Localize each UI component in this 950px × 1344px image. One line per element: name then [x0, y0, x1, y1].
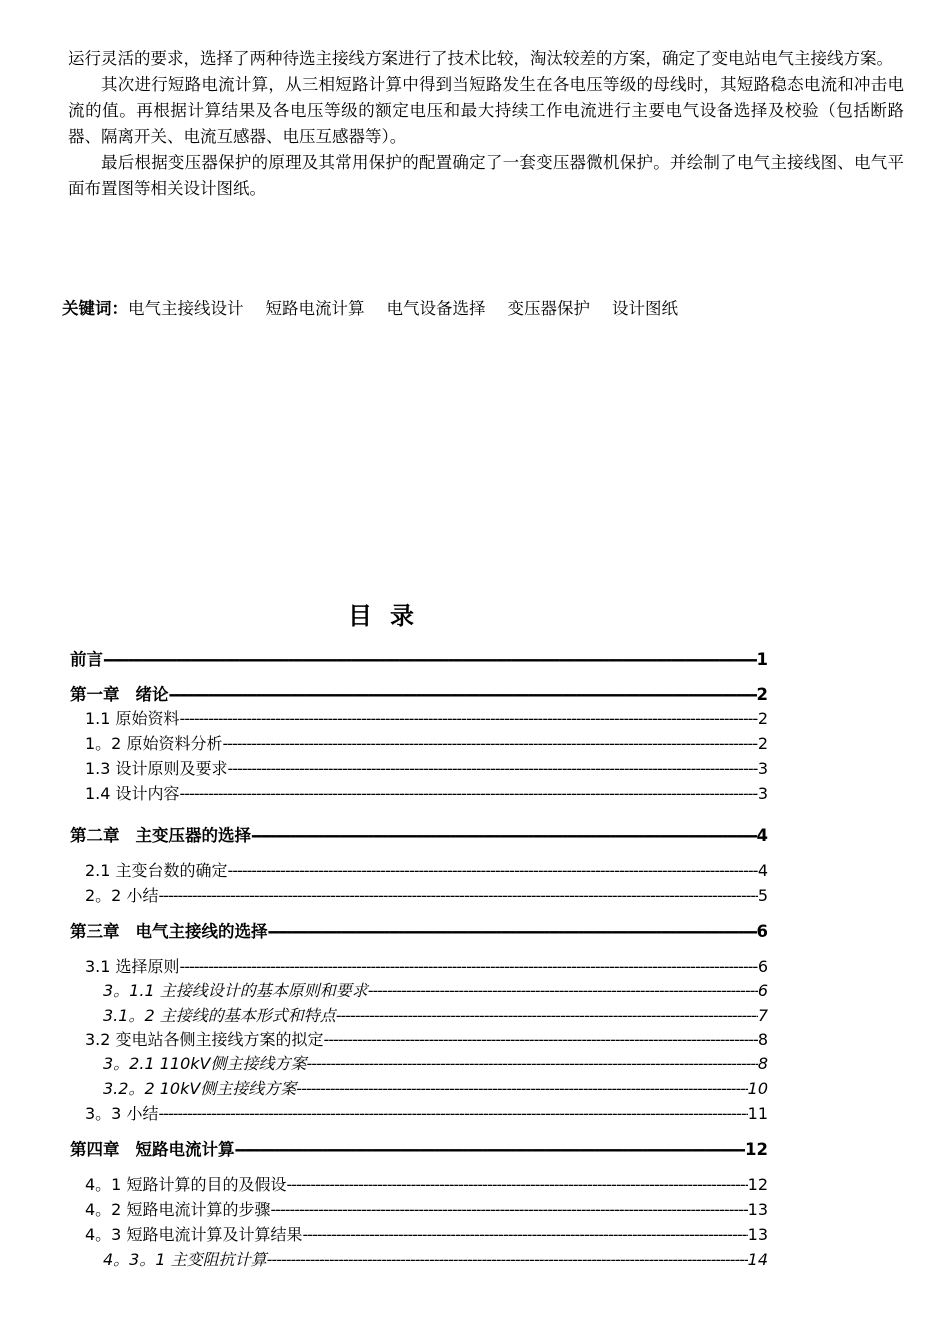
toc-leader-dashes [228, 759, 758, 778]
toc-chapter-entry [70, 822, 768, 848]
toc-page-number: 3 [757, 759, 768, 778]
toc-entry-title: 2.1 主变台数的确定 [85, 861, 228, 880]
toc-page-number: 6 [757, 981, 768, 1000]
toc-entry-label [85, 1101, 158, 1124]
abstract-paragraph: 最后根据变压器保护的原理及其常用保护的配置确定了一套变压器微机保护。并绘制了电气主接线图、电气平面布置图等相关设计图纸。 [68, 153, 904, 198]
toc-page-number: 13 [747, 1200, 768, 1219]
toc-chapter-entry [70, 681, 768, 707]
toc-leader-dashes [158, 886, 757, 905]
toc-entry-title: 1.1 原始资料 [85, 709, 180, 728]
toc-chapter-entry [70, 1136, 768, 1162]
toc-leader-dashes [180, 709, 758, 728]
toc-section-entry [85, 883, 768, 909]
toc-page-number: 14 [747, 1250, 768, 1269]
toc-entry-label [103, 1076, 296, 1099]
toc-chapter-number: 第四章 [70, 1140, 120, 1159]
toc-page-number: 7 [757, 1006, 768, 1025]
toc-entry-label [85, 1197, 270, 1220]
toc-page-number: 5 [757, 886, 768, 905]
toc-page-number: 4 [756, 826, 768, 845]
toc-page-number: 2 [756, 685, 768, 704]
toc-page-number: 12 [745, 1140, 768, 1159]
keyword: 变压器保护 [507, 299, 590, 318]
keywords-line [62, 295, 700, 319]
toc-title: 目录 [348, 602, 432, 630]
toc-entry-title: 绪论 [135, 685, 169, 704]
toc-leader-dashes [103, 650, 757, 669]
toc-section-entry [85, 781, 768, 807]
toc-page-number: 8 [757, 1030, 768, 1049]
toc-leader-dashes [169, 685, 757, 704]
toc-section-entry [85, 1197, 768, 1223]
toc-chapter-number: 第二章 [70, 826, 120, 845]
toc-entry-label [103, 1247, 267, 1270]
abstract-text [68, 46, 904, 202]
toc-entry-label [85, 706, 180, 729]
toc-leader-dashes [228, 861, 758, 880]
toc-entry-title: 1.3 设计原则及要求 [85, 759, 228, 778]
toc-page-number: 12 [747, 1175, 768, 1194]
toc-entry-label [85, 756, 228, 779]
toc-entry-title: 主变压器的选择 [135, 826, 251, 845]
toc-chapter-number: 第一章 [70, 685, 120, 704]
toc-section-entry [85, 756, 768, 782]
toc-entry-label [103, 1003, 336, 1026]
keywords-label: 关键词： [62, 299, 128, 318]
toc-entry-title: 3.2 变电站各侧主接线方案的拟定 [85, 1030, 324, 1049]
toc-entry-label [85, 883, 158, 906]
toc-section-entry [85, 731, 768, 757]
toc-chapter-entry [70, 918, 768, 944]
toc-leader-dashes [336, 1006, 758, 1025]
toc-section-entry [103, 1076, 768, 1102]
toc-entry-label [85, 1172, 286, 1195]
keyword: 设计图纸 [612, 299, 678, 318]
toc-entry-label [85, 858, 228, 881]
keyword: 电气主接线设计 [128, 299, 244, 318]
abstract-paragraph: 运行灵活的要求，选择了两种待选主接线方案进行了技术比较，淘汰较差的方案，确定了变电站电气主接线方案。 [68, 49, 893, 68]
toc-leader-dashes [268, 922, 757, 941]
toc-page-number: 8 [757, 1054, 768, 1073]
toc-page-number: 13 [747, 1225, 768, 1244]
toc-entry-title: 1.4 设计内容 [85, 784, 180, 803]
toc-entry-title: 2。2 小结 [85, 886, 159, 905]
toc-entry-label [103, 978, 368, 1001]
toc-section-entry [103, 1003, 768, 1029]
toc-leader-dashes [235, 1140, 746, 1159]
toc-entry-title: 3.2。2 10kV侧主接线方案 [103, 1079, 297, 1098]
toc-leader-dashes [306, 1054, 757, 1073]
toc-leader-dashes [180, 784, 758, 803]
toc-page-number: 1 [756, 650, 768, 669]
toc-entry-title: 电气主接线的选择 [135, 922, 268, 941]
toc-entry-label [85, 731, 222, 754]
toc-page-number: 3 [757, 784, 768, 803]
toc-section-entry [103, 978, 768, 1004]
toc-leader-dashes [180, 957, 758, 976]
toc-entry-title: 4。1 短路计算的目的及假设 [85, 1175, 287, 1194]
toc-entry-title: 3。3 小结 [85, 1104, 159, 1123]
toc-entry-title: 3。2.1 110kV侧主接线方案 [103, 1054, 307, 1073]
toc-entry-title: 前言 [70, 650, 103, 669]
toc-page-number: 6 [757, 957, 768, 976]
toc-entry-label [103, 1051, 306, 1074]
toc-entry-title: 3。1.1 主接线设计的基本原则和要求 [103, 981, 368, 1000]
toc-entry-label [70, 822, 251, 846]
toc-entry-title: 3.1。2 主接线的基本形式和特点 [103, 1006, 336, 1025]
toc-page-number: 11 [747, 1104, 768, 1123]
toc-entry-label [85, 1222, 302, 1245]
toc-leader-dashes [324, 1030, 758, 1049]
toc-section-entry [85, 1101, 768, 1127]
toc-section-entry [103, 1051, 768, 1077]
toc-entry-label [85, 954, 180, 977]
toc-section-entry [103, 1247, 768, 1273]
toc-entry-label [85, 781, 180, 804]
keyword: 短路电流计算 [265, 299, 365, 318]
toc-page-number: 4 [757, 861, 768, 880]
toc-leader-dashes [222, 734, 757, 753]
toc-chapter-number: 第三章 [70, 922, 120, 941]
abstract-paragraph: 其次进行短路电流计算，从三相短路计算中得到当短路发生在各电压等级的母线时，其短路稳态电流和冲击电流的值。再根据计算结果及各电压等级的额定电压和最大持续工作电流进行主要电气设备选择及校验（包括断路器、隔离开关、电流互感器、电压互感器等）。 [68, 75, 904, 146]
toc-section-entry [85, 706, 768, 732]
toc-leader-dashes [158, 1104, 747, 1123]
toc-page-number: 2 [757, 734, 768, 753]
toc-entry-label [70, 646, 103, 670]
toc-section-entry [85, 1172, 768, 1198]
toc-section-entry [85, 1027, 768, 1053]
toc-leader-dashes [296, 1079, 747, 1098]
toc-leader-dashes [267, 1250, 748, 1269]
toc-entry-label [70, 681, 169, 705]
toc-page-number: 10 [747, 1079, 768, 1098]
keyword: 电气设备选择 [386, 299, 486, 318]
toc-entry-title: 4。2 短路电流计算的步骤 [85, 1200, 271, 1219]
toc-entry-label [85, 1027, 324, 1050]
toc-entry-label [70, 1136, 235, 1160]
toc-leader-dashes [286, 1175, 747, 1194]
toc-leader-dashes [270, 1200, 747, 1219]
toc-leader-dashes [302, 1225, 747, 1244]
toc-page-number: 2 [757, 709, 768, 728]
toc-section-entry [85, 858, 768, 884]
toc-entry-title: 1。2 原始资料分析 [85, 734, 223, 753]
toc-entry-title: 3.1 选择原则 [85, 957, 180, 976]
toc-entry-label [70, 918, 268, 942]
toc-chapter-entry [70, 646, 768, 672]
toc-leader-dashes [251, 826, 757, 845]
toc-page-number: 6 [756, 922, 768, 941]
toc-entry-title: 4。3。1 主变阻抗计算 [103, 1250, 267, 1269]
toc-entry-title: 短路电流计算 [135, 1140, 235, 1159]
toc-entry-title: 4。3 短路电流计算及计算结果 [85, 1225, 303, 1244]
toc-section-entry [85, 954, 768, 980]
toc-leader-dashes [368, 981, 758, 1000]
toc-section-entry [85, 1222, 768, 1248]
